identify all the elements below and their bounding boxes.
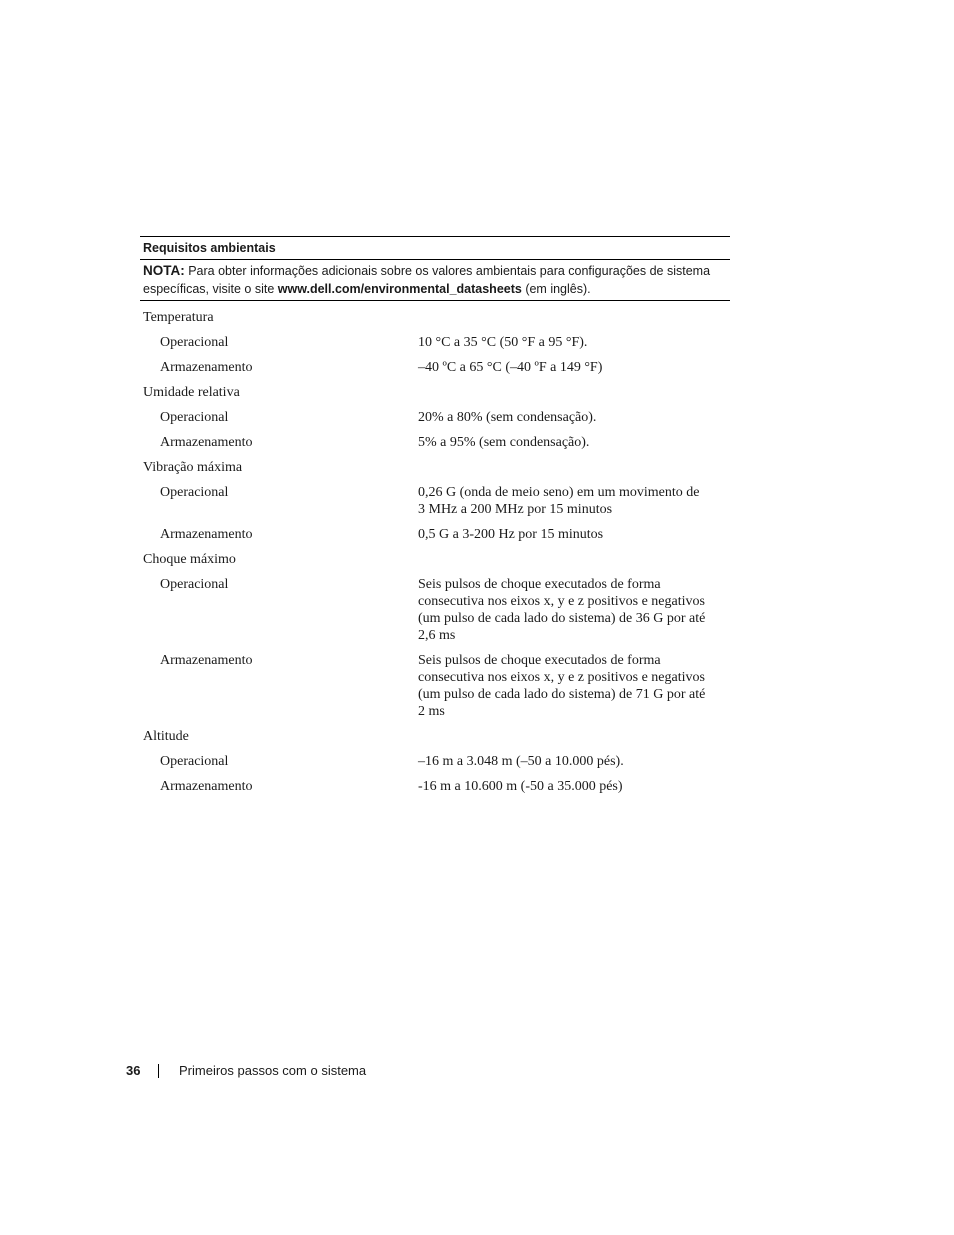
row-value: Seis pulsos de choque executados de forma consecutiva nos eixos x, y e z positivos e negativos (um pulso de cada lado do sistema) de 71 G por até 2 ms: [418, 653, 706, 719]
chapter-title: Primeiros passos com o sistema: [179, 1063, 367, 1078]
section-heading-vibracao: Vibração máxima: [143, 460, 243, 475]
table-row: [140, 409, 730, 426]
note-text-before: Para obter informações adicionais sobre os valores ambientais para configurações de sistema específicas, visite o site: [143, 264, 711, 296]
page-footer: [126, 1063, 366, 1079]
environmental-requirements-table: [140, 236, 730, 795]
section-heading-temperatura: Temperatura: [143, 310, 214, 325]
row-label: Operacional: [160, 410, 229, 425]
row-value: 10 °C a 35 °C (50 °F a 95 °F).: [418, 335, 588, 350]
table-row: [140, 753, 730, 770]
note-label: NOTA:: [143, 263, 185, 278]
row-label: Armazenamento: [160, 360, 253, 375]
section-heading-umidade: Umidade relativa: [143, 385, 240, 400]
table-title: Requisitos ambientais: [143, 241, 276, 255]
row-label: Armazenamento: [160, 779, 253, 794]
row-value: -16 m a 10.600 m (-50 a 35.000 pés): [418, 779, 623, 794]
row-label: Armazenamento: [160, 653, 253, 668]
row-value: 20% a 80% (sem condensação).: [418, 410, 597, 425]
table-body: [140, 309, 730, 795]
row-value: 0,26 G (onda de meio seno) em um movimento de 3 MHz a 200 MHz por 15 minutos: [418, 485, 700, 517]
row-label: Operacional: [160, 577, 229, 592]
footer-divider: [158, 1064, 159, 1078]
section-heading-altitude: Altitude: [143, 729, 189, 744]
table-row: [140, 526, 730, 543]
table-row: [140, 778, 730, 795]
row-value: –40 ºC a 65 °C (–40 ºF a 149 °F): [418, 360, 603, 375]
table-row: [140, 434, 730, 451]
row-label: Operacional: [160, 754, 229, 769]
note-rule: [140, 300, 730, 301]
table-row: [140, 484, 730, 518]
page-number: 36: [126, 1063, 141, 1078]
row-value: 5% a 95% (sem condensação).: [418, 435, 590, 450]
row-label: Armazenamento: [160, 527, 253, 542]
note-url: www.dell.com/environmental_datasheets: [277, 282, 522, 296]
table-row: [140, 576, 730, 644]
table-row: [140, 334, 730, 351]
row-label: Armazenamento: [160, 435, 253, 450]
table-row: [140, 359, 730, 376]
note: [140, 260, 730, 300]
section-heading-choque: Choque máximo: [143, 552, 236, 567]
row-label: Operacional: [160, 485, 229, 500]
row-value: Seis pulsos de choque executados de forma consecutiva nos eixos x, y e z positivos e negativos (um pulso de cada lado do sistema) de 36 G por até 2,6 ms: [418, 577, 706, 643]
note-text-after: (em inglês).: [521, 282, 591, 296]
row-value: 0,5 G a 3-200 Hz por 15 minutos: [418, 527, 604, 542]
row-value: –16 m a 3.048 m (–50 a 10.000 pés).: [418, 754, 624, 769]
row-label: Operacional: [160, 335, 229, 350]
table-row: [140, 652, 730, 720]
